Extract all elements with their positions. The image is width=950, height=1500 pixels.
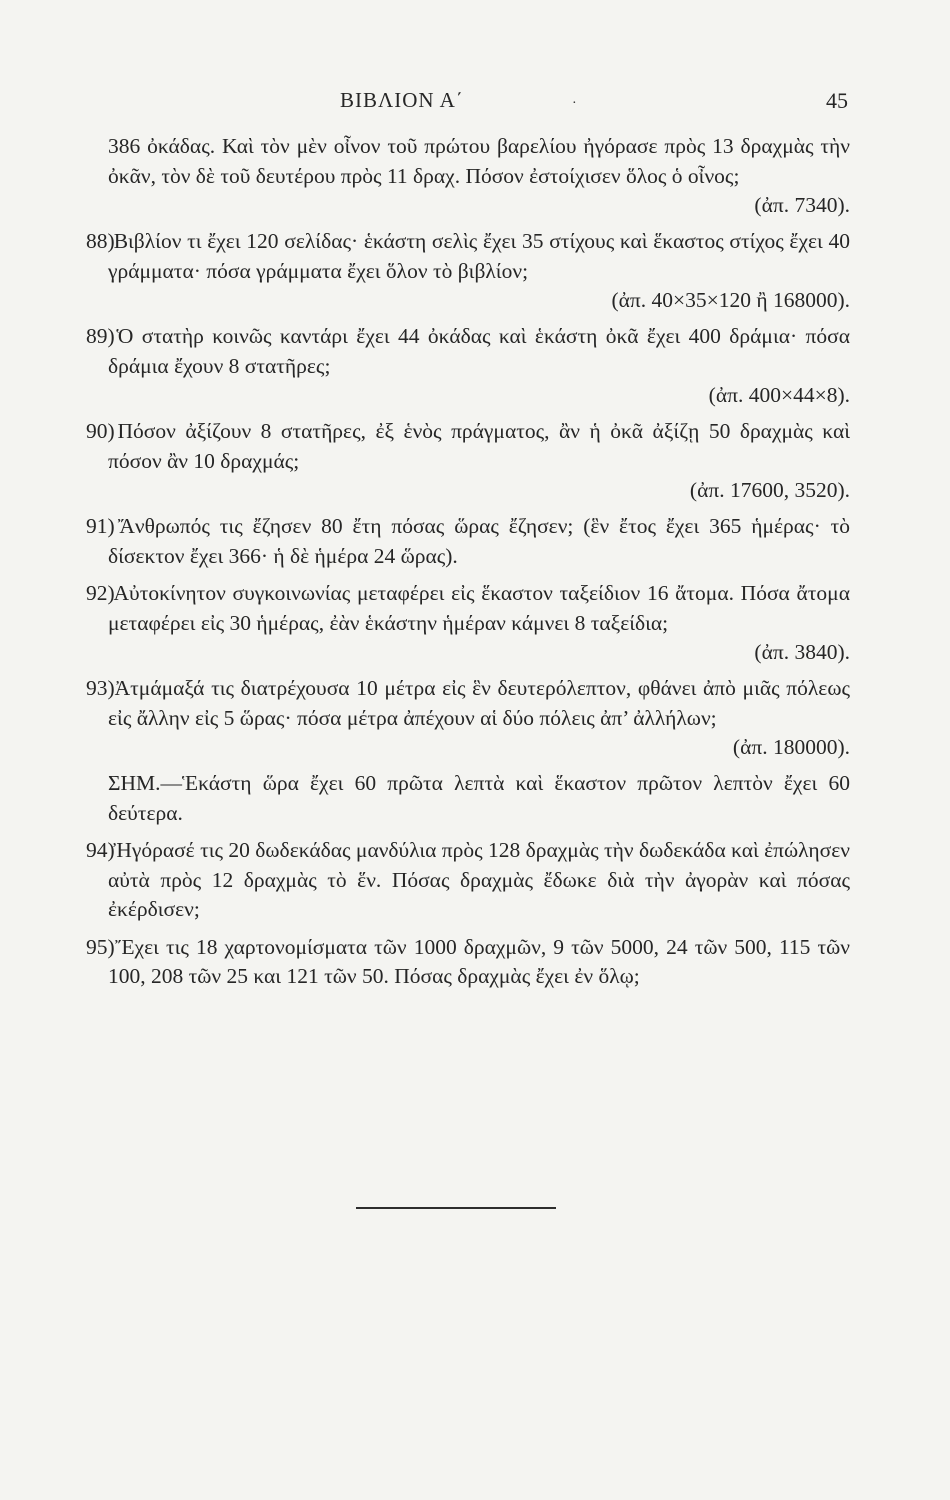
continued-problem (108, 132, 850, 219)
problem-answer: (ἀπ. 400×44×8). (708, 383, 850, 407)
problem-90: 90) Πόσον ἀξίζουν 8 στατῆρες, ἐξ ἑνὸς πράγματος, ἂν ἡ ὀκᾶ ἀξίζῃ 50 δραχμὰς καὶ πόσον ἂν 10 δραχμάς; (ἀπ. 17600, 3520). (86, 419, 850, 502)
continued-problem-text: 386 ὀκάδας. Καὶ τὸν μὲν οἶνον τοῦ πρώτου βαρελίου ἠγόρασε πρὸς 13 δραχμὰς τὴν ὀκᾶν, τὸν δὲ τοῦ δευτέρου πρὸς 11 δραχ. Πόσον ἐστοίχισεν ὅλος ὁ οἶνος; (108, 134, 850, 188)
problem-text: Ὁ στατὴρ κοινῶς καντάρι ἔχει 44 ὀκάδας καὶ ἑκάστη ὀκᾶ ἔχει 400 δράμια· πόσα δράμια ἔχουν 8 στατῆρες; (108, 324, 850, 378)
problem-94: 94) Ἠγόρασέ τις 20 δωδεκάδας μανδύλια πρὸς 128 δραχμὰς τὴν δωδεκάδα καὶ ἐπώλησεν αὐτὰ πρὸς 12 δραχμὰς τὸ ἕν. Πόσας δραχμὰς ἔδωκε διὰ τὴν ἀγορὰν καὶ πόσας ἐκέρδισεν; (86, 838, 851, 921)
continued-problem-answer: (ἀπ. 7340). (754, 193, 850, 217)
main-text (86, 132, 851, 1000)
problem-95: 95) Ἔχει τις 18 χαρτονομίσματα τῶν 1000 δραχμῶν, 9 τῶν 5000, 24 τῶν 500, 115 τῶν 100, 208 τῶν 25 και 121 τῶν 50. Πόσας δραχμὰς ἔχει ἐν ὅλῳ; (86, 934, 851, 988)
problem-91: 91) Ἄνθρωπός τις ἔζησεν 80 ἔτη πόσας ὥρας ἔζησεν; (ἓν ἔτος ἔχει 365 ἡμέρας· τὸ δίσεκτον ἔχει 366· ἡ δὲ ἡμέρα 24 ὥρας). (86, 514, 850, 568)
problem-text: Ἀτμάμαξά τις διατρέχουσα 10 μέτρα εἰς ἓν δευτερόλεπτον, φθάνει ἀπὸ μιᾶς πόλεως εἰς ἄλλην εἰς 5 ὥρας· πόσα μέτρα ἀπέχουν αἱ δύο πόλεις ἀπ’ ἀλλήλων; (108, 676, 850, 730)
running-title: ΒΙΒΛΙΟΝ Α΄ (340, 88, 464, 112)
problem-text: Ἄνθρωπός τις ἔζησεν 80 ἔτη πόσας ὥρας ἔζησεν; (ἓν ἔτος ἔχει 365 ἡμέρας· τὸ δίσεκτον ἔχει 366· ἡ δὲ ἡμέρα 24 ὥρας). (108, 514, 850, 568)
problem-92: 92) Αὐτοκίνητον συγκοινωνίας μεταφέρει εἰς ἕκαστον ταξείδιον 16 ἄτομα. Πόσα ἄτομα μεταφέρει εἰς 30 ἡμέρας, ἐὰν ἑκάστην ἡμέραν κάμνει 8 ταξείδια; (ἀπ. 3840). (86, 581, 850, 664)
note: ΣΗΜ.—Ἑκάστη ὥρα ἔχει 60 πρῶτα λεπτὰ καὶ ἕκαστον πρῶτον λεπτὸν ἔχει 60 δεύτερα. (108, 771, 850, 825)
problem-88: 88) Βιβλίον τι ἔχει 120 σελίδας· ἑκάστη σελὶς ἔχει 35 στίχους καὶ ἕκαστος στίχος ἔχει 40 γράμματα· πόσα γράμματα ἔχει ὅλον τὸ βιβλίον; (ἀπ. 40×35×120 ἢ 168000). (86, 229, 850, 312)
problem-answer: (ἀπ. 180000). (732, 735, 850, 759)
problem-answer: (ἀπ. 3840). (754, 640, 850, 664)
page-number: 45 (826, 88, 848, 113)
problem-text: Βιβλίον τι ἔχει 120 σελίδας· ἑκάστη σελὶς ἔχει 35 στίχους καὶ ἕκαστος στίχος ἔχει 40 γράμματα· πόσα γράμματα ἔχει ὅλον τὸ βιβλίον; (108, 229, 850, 283)
problem-89: 89) Ὁ στατὴρ κοινῶς καντάρι ἔχει 44 ὀκάδας καὶ ἑκάστη ὀκᾶ ἔχει 400 δράμια· πόσα δράμια ἔχουν 8 στατῆρες; (ἀπ. 400×44×8). (86, 324, 850, 407)
section-end-rule (356, 1207, 556, 1209)
problem-text: Ἠγόρασέ τις 20 δωδεκάδας μανδύλια πρὸς 128 δραχμὰς τὴν δωδεκάδα καὶ ἐπώλησεν αὐτὰ πρὸς 12 δραχμὰς τὸ ἕν. Πόσας δραχμὰς ἔδωκε διὰ τὴν ἀγορὰν καὶ πόσας ἐκέρδισεν; (108, 838, 851, 921)
header-separator-mark: · (572, 96, 577, 111)
problem-answer: (ἀπ. 17600, 3520). (689, 478, 850, 502)
problem-93: 93) Ἀτμάμαξά τις διατρέχουσα 10 μέτρα εἰς ἓν δευτερόλεπτον, φθάνει ἀπὸ μιᾶς πόλεως εἰς ἄλλην εἰς 5 ὥρας· πόσα μέτρα ἀπέχουν αἱ δύο πόλεις ἀπ’ ἀλλήλων; (ἀπ. 180000). (86, 676, 850, 759)
running-header (0, 88, 950, 118)
problem-text: Ἔχει τις 18 χαρτονομίσματα τῶν 1000 δραχμῶν, 9 τῶν 5000, 24 τῶν 500, 115 τῶν 100, 208 τῶν 25 και 121 τῶν 50. Πόσας δραχμὰς ἔχει ἐν ὅλῳ; (108, 934, 851, 988)
problem-answer: (ἀπ. 40×35×120 ἢ 168000). (611, 288, 850, 312)
problem-text: Πόσον ἀξίζουν 8 στατῆρες, ἐξ ἑνὸς πράγματος, ἂν ἡ ὀκᾶ ἀξίζῃ 50 δραχμὰς καὶ πόσον ἂν 10 δραχμάς; (108, 419, 850, 473)
problem-text: Αὐτοκίνητον συγκοινωνίας μεταφέρει εἰς ἕκαστον ταξείδιον 16 ἄτομα. Πόσα ἄτομα μεταφέρει εἰς 30 ἡμέρας, ἐὰν ἑκάστην ἡμέραν κάμνει 8 ταξείδια; (108, 581, 850, 635)
